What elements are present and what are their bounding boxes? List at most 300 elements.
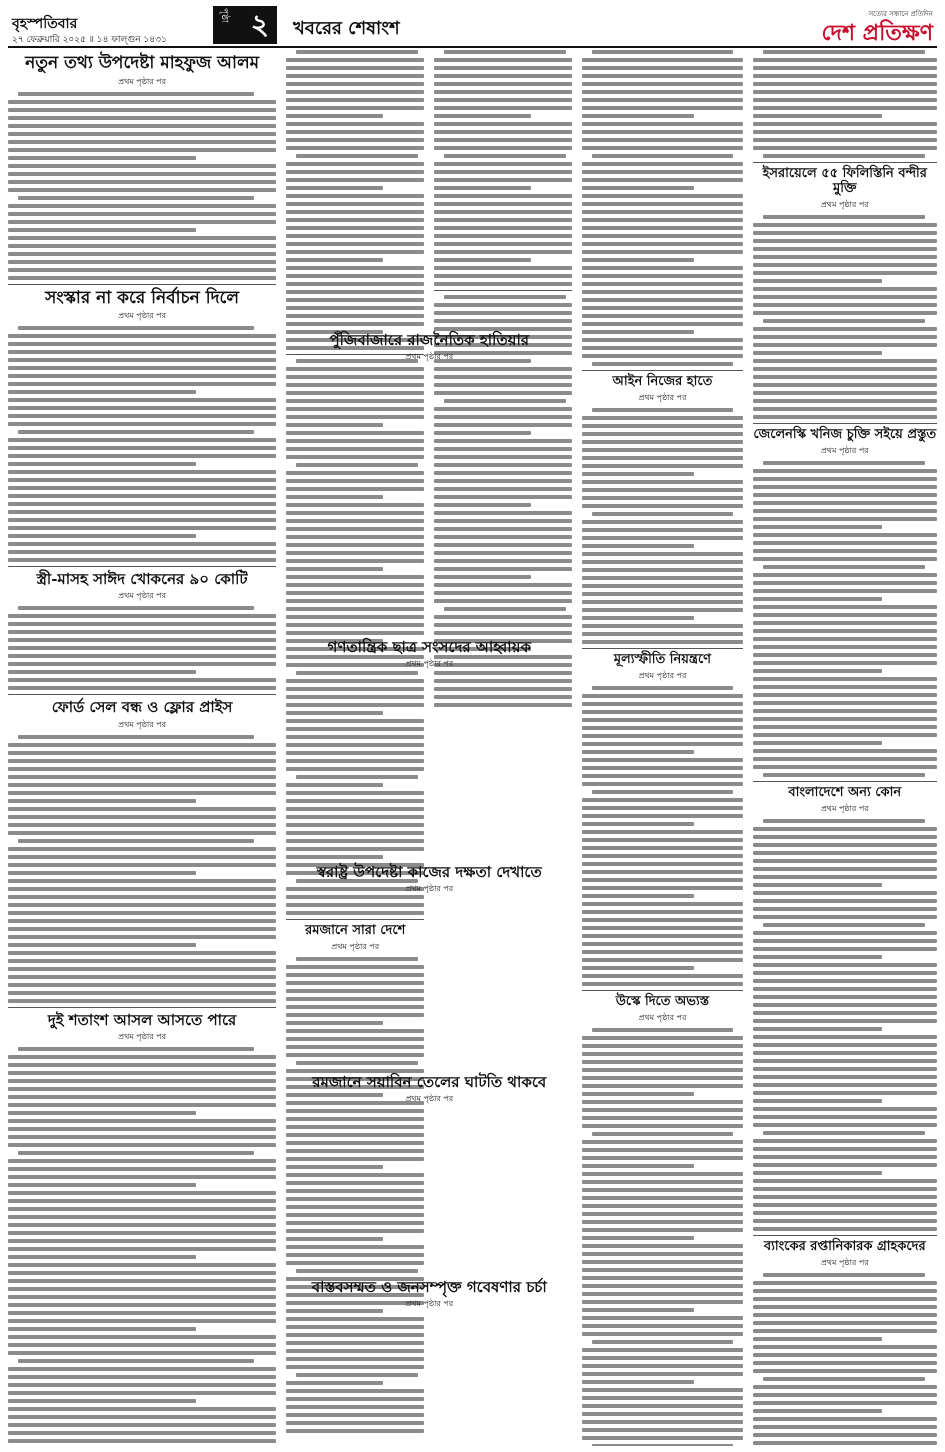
text-line [582, 838, 742, 842]
text-line [286, 202, 424, 206]
article-byline: প্রথম পৃষ্ঠার পর [405, 884, 454, 894]
text-line [434, 447, 572, 451]
text-line [286, 1197, 424, 1201]
article-headline: জেলেনস্কি খনিজ চুক্তি সইয়ে প্রস্তুত [753, 426, 937, 442]
text-line [8, 759, 276, 763]
text-line [286, 1021, 383, 1025]
text-line [286, 415, 424, 419]
text-line [8, 662, 276, 666]
text-line [753, 709, 937, 713]
text-line [582, 1380, 694, 1384]
text-line [582, 616, 694, 620]
text-line [434, 391, 572, 395]
text-line [434, 250, 572, 254]
article-byline: প্রথম পৃষ্ঠার পর [118, 1031, 167, 1041]
text-line [582, 1108, 742, 1112]
text-line [434, 138, 572, 142]
text-line [286, 687, 424, 691]
text-line [8, 823, 276, 827]
text-line [8, 1431, 276, 1435]
text-line [8, 398, 276, 402]
text-line [8, 1215, 276, 1219]
text-line [434, 367, 572, 371]
text-line [753, 1155, 937, 1159]
text-line [286, 266, 424, 270]
text-line [286, 1109, 424, 1113]
text-line [286, 74, 424, 78]
text-line [286, 759, 424, 763]
text-line [444, 50, 566, 54]
text-line [582, 1196, 742, 1200]
text-line [582, 552, 742, 556]
text-line [8, 334, 276, 338]
text-line [8, 638, 276, 642]
text-line [286, 839, 424, 843]
text-line [434, 114, 531, 118]
article-headline: আইন নিজের হাতে [612, 374, 713, 389]
article-body [753, 819, 937, 1231]
text-line [582, 726, 742, 730]
text-line [582, 862, 742, 866]
text-line [582, 1244, 742, 1248]
text-line [753, 955, 882, 959]
text-line [8, 1271, 276, 1275]
text-line [582, 170, 742, 174]
text-line [582, 1036, 742, 1040]
text-line [8, 422, 276, 426]
article-headline: নতুন তথ্য উপদেষ্টা মাহফুজ আলম [25, 53, 260, 73]
text-line [582, 456, 742, 460]
text-line [286, 1341, 424, 1345]
text-line [8, 1087, 276, 1091]
text-line [8, 212, 276, 216]
text-line [753, 915, 937, 919]
text-line [753, 621, 937, 625]
text-line [8, 1239, 276, 1243]
text-line [286, 1325, 424, 1329]
text-line [582, 814, 742, 818]
article-body [8, 735, 276, 1003]
text-line [753, 359, 937, 363]
article-byline: প্রথম পৃষ্ঠার পর [118, 76, 167, 86]
text-line [753, 106, 937, 110]
text-line [753, 701, 937, 705]
text-line [753, 677, 937, 681]
text-line [434, 218, 572, 222]
text-line [582, 1324, 742, 1328]
article-body [582, 1028, 742, 1446]
text-line [434, 202, 572, 206]
text-line [753, 573, 937, 577]
article-headline: বাস্তবসম্মত ও জনসম্পৃক্ত গবেষণার চর্চা [311, 1278, 547, 1296]
text-line [753, 693, 937, 697]
text-line [8, 646, 276, 650]
article-byline: প্রথম পৃষ্ঠার পর [405, 1299, 454, 1309]
text-line [296, 463, 418, 467]
page-number: ২ [250, 8, 269, 41]
text-line [286, 274, 424, 278]
text-line [582, 242, 742, 246]
text-line [286, 1133, 424, 1137]
text-line [8, 1407, 276, 1411]
text-line [753, 343, 937, 347]
text-line [753, 90, 937, 94]
text-line [286, 575, 424, 579]
text-line [18, 1047, 254, 1051]
text-line [753, 415, 937, 419]
text-line [8, 903, 276, 907]
text-line [582, 798, 742, 802]
newspaper-logo [821, 8, 933, 46]
text-line [592, 50, 733, 54]
text-line [582, 122, 742, 126]
text-line [286, 58, 424, 62]
text-line [286, 439, 424, 443]
article-byline: প্রথম পৃষ্ঠার পর [118, 719, 167, 729]
text-line [592, 1028, 733, 1032]
text-line [753, 1409, 882, 1413]
text-line [582, 1124, 742, 1128]
text-line [582, 544, 694, 548]
article-byline: প্রথম পৃষ্ঠার পর [820, 445, 869, 455]
text-line [753, 1051, 937, 1055]
text-line [286, 567, 383, 571]
text-line [434, 282, 572, 286]
text-line [434, 130, 572, 134]
text-line [8, 999, 276, 1003]
page-label: পৃষ্ঠা [219, 8, 229, 23]
text-line [286, 615, 424, 619]
text-line [582, 496, 742, 500]
text-line [753, 637, 937, 641]
text-line [753, 1321, 937, 1325]
article-body [582, 408, 742, 644]
text-line [582, 584, 742, 588]
text-line [286, 322, 424, 326]
text-line [286, 290, 424, 294]
text-line [8, 1303, 276, 1307]
text-line [753, 757, 937, 761]
article-body [753, 461, 937, 777]
text-line [8, 983, 276, 987]
text-line [753, 501, 937, 505]
text-line [434, 615, 572, 619]
text-line [753, 995, 937, 999]
text-line [753, 685, 937, 689]
article-headline: রমজানে সারা দেশে [305, 923, 406, 938]
text-line [8, 1079, 276, 1083]
article-headline: দুই শতাংশ আসল আসতে পারে [47, 1010, 237, 1029]
text-line [434, 479, 572, 483]
text-line [286, 1029, 424, 1033]
text-line [434, 687, 572, 691]
text-line [753, 613, 937, 617]
text-line [763, 923, 925, 927]
text-line [763, 1377, 925, 1381]
text-line [582, 894, 694, 898]
text-line [582, 854, 742, 858]
text-line [753, 1179, 937, 1183]
text-line [8, 252, 276, 256]
text-line [286, 719, 424, 723]
column-4 [753, 50, 937, 1446]
article-byline: প্রথম পৃষ্ঠার পর [820, 803, 869, 813]
text-line [753, 827, 937, 831]
text-line [753, 327, 937, 331]
text-line [582, 1044, 742, 1048]
text-line [286, 831, 424, 835]
text-line [753, 597, 882, 601]
text-line [582, 314, 742, 318]
text-line [434, 487, 572, 491]
text-line [434, 463, 572, 467]
text-line [582, 950, 742, 954]
text-line [8, 919, 276, 923]
text-line [296, 1373, 418, 1377]
text-line [582, 106, 742, 110]
text-line [753, 1171, 882, 1175]
text-line [8, 1439, 276, 1443]
text-line [753, 311, 937, 315]
text-line [286, 591, 424, 595]
text-line [582, 290, 742, 294]
text-line [582, 1268, 742, 1272]
text-line [582, 926, 742, 930]
page-number-box [213, 6, 277, 44]
text-line [434, 170, 572, 174]
text-line [582, 846, 742, 850]
text-line [286, 1389, 424, 1393]
text-line [582, 472, 694, 476]
text-line [8, 374, 276, 378]
text-line [753, 629, 937, 633]
text-line [286, 138, 424, 142]
text-line [582, 1188, 742, 1192]
text-line [582, 90, 742, 94]
text-line [286, 114, 383, 118]
text-line [286, 399, 424, 403]
text-line [753, 1027, 882, 1031]
text-line [582, 1372, 742, 1376]
text-line [286, 242, 424, 246]
text-line [8, 1335, 276, 1339]
text-line [763, 1273, 925, 1277]
text-line [8, 228, 196, 232]
text-line [286, 82, 424, 86]
text-line [582, 306, 742, 310]
column-middle [286, 50, 572, 1446]
text-line [582, 464, 742, 468]
text-line [8, 1175, 276, 1179]
text-line [8, 799, 196, 803]
text-line [763, 215, 925, 219]
text-line [286, 122, 424, 126]
article-headline: বাংলাদেশে অন্য কোন [788, 784, 902, 800]
text-line [8, 1055, 276, 1059]
text-line [753, 1067, 937, 1071]
text-line [8, 108, 276, 112]
column-2 [286, 50, 424, 1446]
text-line [286, 911, 424, 915]
text-line [582, 870, 742, 874]
text-line [444, 607, 566, 611]
text-line [753, 1019, 937, 1023]
section-title: খবরের শেষাংশ [293, 18, 400, 39]
article-headline: গণতান্ত্রিক ছাত্র সংসদের আহ্বায়ক [327, 638, 531, 656]
text-line [753, 605, 937, 609]
text-line [753, 477, 937, 481]
text-line [753, 1281, 937, 1285]
article-body [286, 957, 424, 1433]
text-line [286, 218, 424, 222]
text-line [286, 258, 383, 262]
text-line [753, 391, 937, 395]
text-line [582, 1412, 742, 1416]
text-line [286, 527, 424, 531]
text-line [8, 911, 276, 915]
text-line [8, 1159, 276, 1163]
text-line [582, 1100, 742, 1104]
text-line [753, 1099, 882, 1103]
text-line [8, 542, 276, 546]
article-body [582, 50, 742, 366]
text-line [582, 322, 742, 326]
text-line [8, 494, 276, 498]
text-line [286, 1381, 383, 1385]
text-line [8, 342, 276, 346]
text-line [286, 583, 424, 587]
wide-articles-3 [286, 860, 572, 899]
text-line [753, 383, 937, 387]
text-line [286, 981, 424, 985]
text-line [582, 520, 742, 524]
text-line [8, 1223, 276, 1227]
text-line [753, 1345, 937, 1349]
text-line [8, 358, 276, 362]
text-line [582, 258, 694, 262]
text-line [8, 887, 276, 891]
text-line [753, 1083, 937, 1087]
text-line [753, 1337, 882, 1341]
text-line [286, 695, 424, 699]
wide-articles-5 [286, 1275, 572, 1314]
text-line [582, 782, 742, 786]
text-line [434, 495, 572, 499]
text-line [286, 1053, 424, 1057]
text-line [286, 1181, 424, 1185]
text-line [753, 1329, 937, 1333]
text-line [434, 122, 572, 126]
text-line [582, 1404, 742, 1408]
article-byline: প্রথম পৃষ্ঠার পর [405, 352, 454, 362]
text-line [582, 934, 742, 938]
article-headline: ইসরায়েলে ৫৫ ফিলিস্তিনি বন্দীর মুক্তি [762, 166, 927, 196]
text-line [582, 480, 742, 484]
text-line [753, 581, 937, 585]
text-line [753, 74, 937, 78]
text-line [582, 432, 742, 436]
text-line [444, 399, 566, 403]
wide-articles-2 [286, 635, 572, 674]
text-line [753, 875, 937, 879]
text-line [286, 98, 424, 102]
text-line [592, 362, 733, 366]
text-line [8, 1423, 276, 1427]
text-line [753, 907, 937, 911]
article-columns [8, 50, 937, 1446]
text-line [753, 130, 937, 134]
text-line [286, 391, 424, 395]
text-line [434, 178, 572, 182]
text-line [18, 839, 254, 843]
text-line [582, 146, 742, 150]
text-line [582, 82, 742, 86]
text-line [8, 518, 276, 522]
text-line [8, 855, 276, 859]
text-line [753, 979, 937, 983]
text-line [434, 527, 572, 531]
text-line [753, 1289, 937, 1293]
text-line [582, 226, 742, 230]
text-line [286, 559, 424, 563]
text-line [582, 1252, 742, 1256]
text-line [286, 1173, 424, 1177]
text-line [8, 1071, 276, 1075]
text-line [592, 154, 733, 158]
text-line [434, 90, 572, 94]
text-line [286, 727, 424, 731]
text-line [582, 750, 694, 754]
text-line [582, 640, 742, 644]
text-line [8, 807, 276, 811]
text-line [582, 1348, 742, 1352]
text-line [582, 608, 742, 612]
text-line [434, 407, 572, 411]
text-line [286, 815, 424, 819]
text-line [286, 1165, 383, 1169]
text-line [434, 575, 531, 579]
text-line [582, 766, 742, 770]
article-body [753, 215, 937, 419]
text-line [753, 1147, 937, 1151]
text-line [753, 1369, 937, 1373]
text-line [582, 1436, 742, 1440]
text-line [8, 454, 276, 458]
text-line [753, 1385, 937, 1389]
text-line [444, 154, 566, 158]
text-line [753, 725, 937, 729]
text-line [582, 1276, 742, 1280]
text-line [8, 1247, 276, 1251]
text-line [8, 486, 276, 490]
text-line [434, 146, 572, 150]
text-line [582, 734, 742, 738]
text-line [753, 367, 937, 371]
text-line [286, 623, 424, 627]
text-line [286, 1349, 424, 1353]
text-line [286, 823, 424, 827]
text-line [753, 851, 937, 855]
text-line [8, 236, 276, 240]
text-line [582, 568, 742, 572]
text-line [753, 66, 937, 70]
text-line [8, 116, 276, 120]
text-line [753, 1043, 937, 1047]
text-line [753, 263, 937, 267]
text-line [286, 735, 424, 739]
text-line [582, 1364, 742, 1368]
text-line [753, 1003, 937, 1007]
